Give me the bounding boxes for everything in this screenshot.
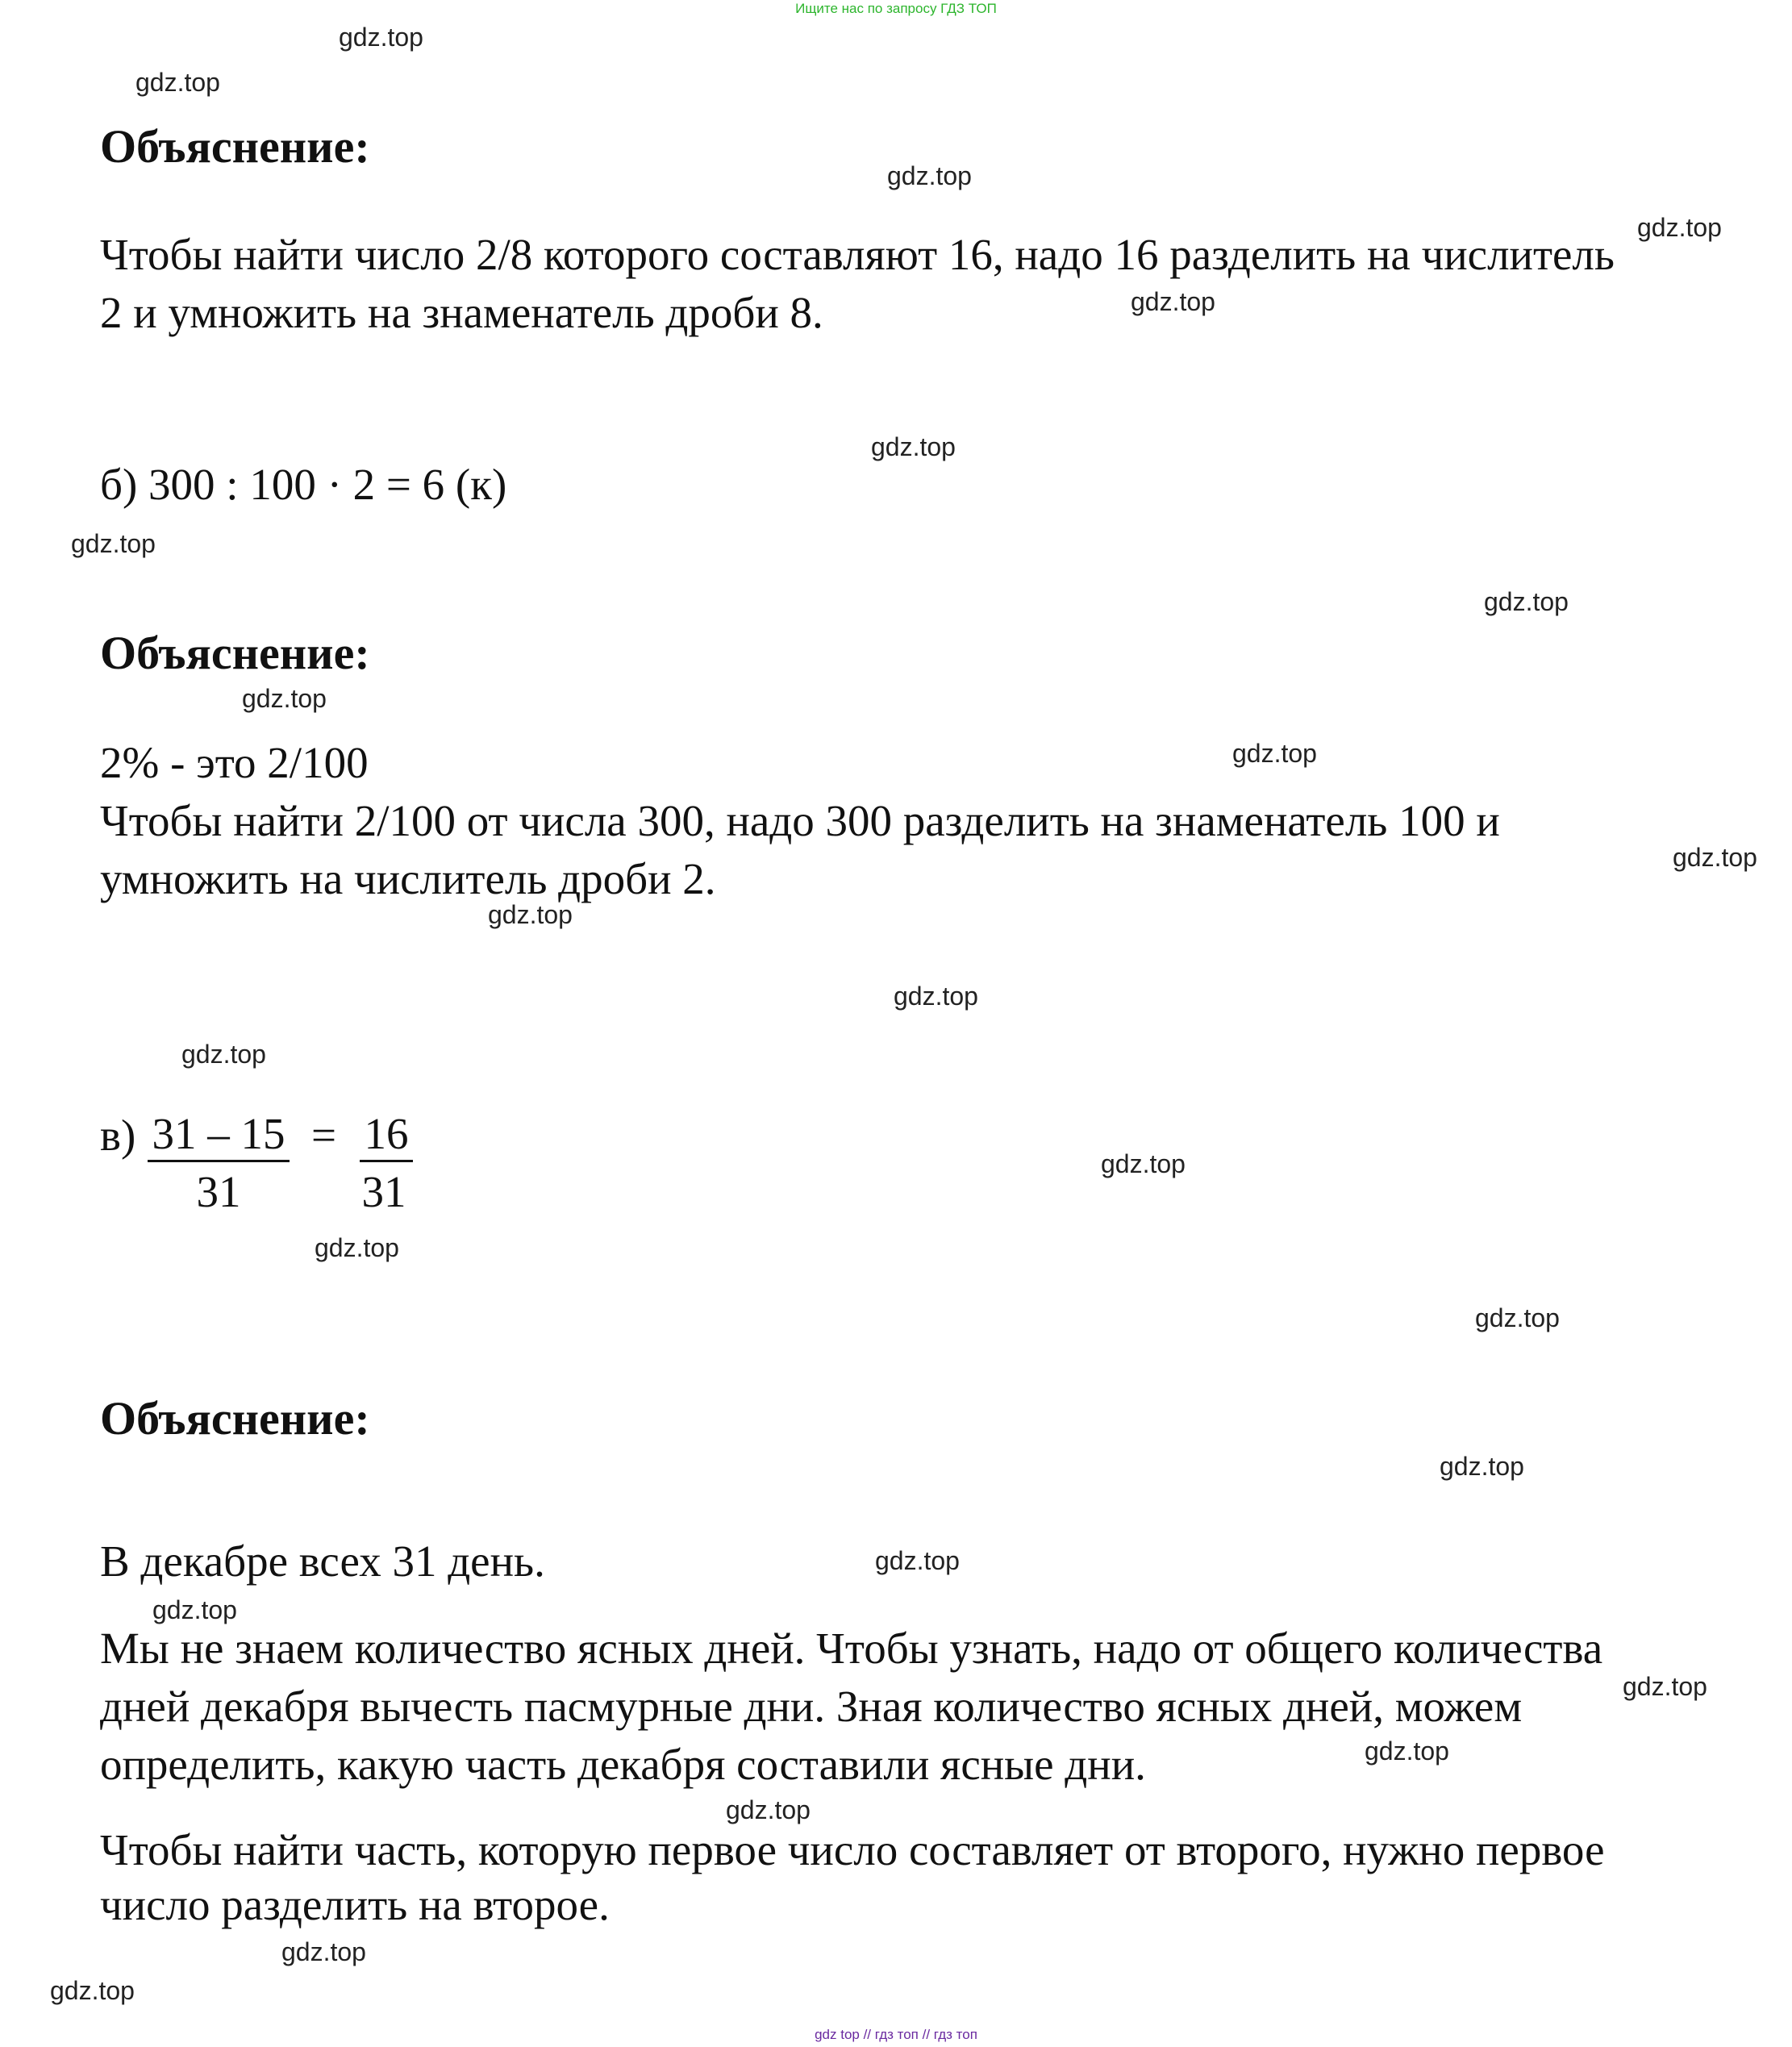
explanation-b-line-2: Чтобы найти 2/100 от числа 300, надо 300 разделить на знаменатель 100 и [100,796,1500,845]
fraction-left-denominator: 31 [196,1167,241,1216]
explanation-c-line-6: число разделить на второе. [100,1880,610,1929]
explanation-b-line-3: умножить на числитель дроби 2. [100,854,716,903]
equation-b: б) 300 : 100 · 2 = 6 (к) [100,460,507,509]
bottom-footer-links[interactable]: gdz top // гдз топ // гдз топ [815,2027,977,2042]
watermark: gdz.top [894,982,978,1011]
watermark: gdz.top [315,1233,399,1262]
explanation-b-line-1: 2% - это 2/100 [100,738,369,787]
watermark: gdz.top [488,900,573,929]
watermark: gdz.top [1440,1452,1524,1481]
explanation-c-line-3: дней декабря вычесть пасмурные дни. Зная количество ясных дней, можем [100,1682,1523,1731]
explanation-a-line-2: 2 и умножить на знаменатель дроби 8. [100,288,823,337]
equals-sign: = [311,1111,337,1160]
explanation-c-line-5: Чтобы найти часть, которую первое число составляет от второго, нужно первое [100,1825,1605,1874]
explanation-heading-c: Объяснение: [100,1392,370,1445]
watermark: gdz.top [1475,1303,1560,1332]
explanation-heading-b: Объяснение: [100,627,370,679]
watermark: gdz.top [135,68,220,97]
watermark: gdz.top [71,529,156,558]
watermark: gdz.top [1673,843,1757,872]
watermark: gdz.top [875,1546,960,1575]
watermark: gdz.top [281,1937,366,1966]
watermark: gdz.top [152,1595,237,1624]
watermark: gdz.top [887,161,972,190]
watermark: gdz.top [339,23,423,52]
fraction-right-numerator: 16 [360,1108,413,1162]
watermark: gdz.top [1101,1149,1186,1178]
watermark: gdz.top [726,1795,811,1824]
explanation-heading-a: Объяснение: [100,120,370,173]
explanation-c-line-2: Мы не знаем количество ясных дней. Чтобы узнать, надо от общего количества [100,1624,1603,1673]
equation-c-label: в) [100,1111,136,1160]
watermark: gdz.top [1232,739,1317,768]
watermark: gdz.top [181,1040,266,1069]
watermark: gdz.top [1365,1736,1449,1766]
watermark: gdz.top [871,432,956,461]
watermark: gdz.top [1131,287,1215,316]
fraction-right-denominator: 31 [361,1167,406,1216]
explanation-c-line-1: В декабре всех 31 день. [100,1536,545,1586]
watermark: gdz.top [1623,1672,1707,1701]
watermark: gdz.top [1637,213,1722,242]
fraction-left-numerator: 31 – 15 [148,1108,290,1162]
top-banner[interactable]: Ищите нас по запросу ГДЗ ТОП [795,1,997,16]
explanation-c-line-4: определить, какую часть декабря составили ясные дни. [100,1740,1146,1789]
explanation-a-line-1: Чтобы найти число 2/8 которого составляют 16, надо 16 разделить на числитель [100,230,1615,279]
watermark: gdz.top [50,1976,135,2005]
watermark: gdz.top [242,684,327,713]
watermark: gdz.top [1484,587,1569,616]
